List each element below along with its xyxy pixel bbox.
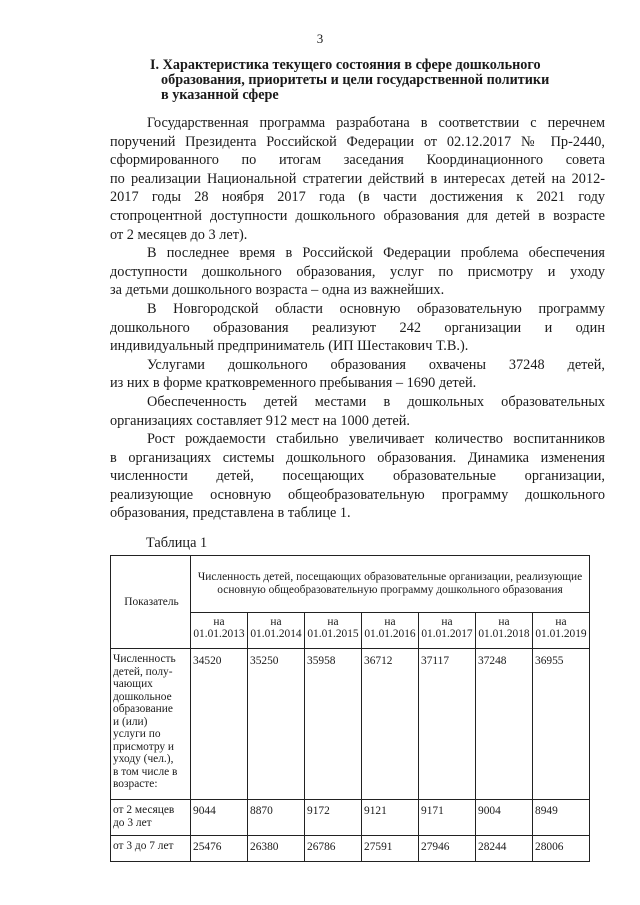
table-cell: 35958 xyxy=(305,649,362,800)
row-label-line: услуги по xyxy=(113,728,161,740)
row-label-line: уходу (чел.), xyxy=(113,753,174,765)
row-label-line: присмотру и xyxy=(113,740,174,753)
date-value: 01.01.2016 xyxy=(364,628,416,641)
date-header xyxy=(305,612,362,648)
table-cell: 37117 xyxy=(419,649,476,800)
row-label-line: от 2 месяцев xyxy=(113,804,175,816)
row-label-line: и (или) xyxy=(113,715,148,728)
table-cell: 26380 xyxy=(248,836,305,862)
table-cell: 8870 xyxy=(248,800,305,836)
date-header xyxy=(248,612,305,648)
row-label-line: до 3 лет xyxy=(113,816,152,829)
data-table xyxy=(110,555,590,862)
paragraph-line: Услугами дошкольного образования охвачены 37248 детей, xyxy=(147,356,605,373)
row-label-line: детей, полу- xyxy=(113,665,173,678)
date-header xyxy=(419,612,476,648)
row-label xyxy=(111,649,191,800)
table-row xyxy=(111,800,590,836)
table-cell: 36712 xyxy=(362,649,419,800)
table-caption: Таблица 1 xyxy=(146,535,208,551)
table-cell: 36955 xyxy=(533,649,590,800)
paragraph-line: доступности дошкольного образования, услуг по присмотру и уходу xyxy=(110,263,605,280)
row-label-line: Численность xyxy=(113,653,176,665)
date-header xyxy=(533,612,590,648)
paragraph-line: 2017 годы 28 ноября 2017 года (в части достижения к 2021 году xyxy=(110,189,605,206)
paragraph-line: от 2 месяцев до 3 лет). xyxy=(110,226,248,243)
date-header xyxy=(191,612,248,648)
table-cell: 26786 xyxy=(305,836,362,862)
table-cell: 27946 xyxy=(419,836,476,862)
paragraph-line: по реализации Национальной стратегии действий в интересах детей на 2012- xyxy=(110,170,605,187)
paragraph-line: поручений Президента Российской Федерации от 02.12.2017 № Пр-2440, xyxy=(110,133,605,150)
table-cell: 37248 xyxy=(476,649,533,800)
paragraph-line: В последнее время в Российской Федерации проблема обеспечения xyxy=(147,245,605,262)
date-value: 01.01.2018 xyxy=(478,628,530,641)
date-header xyxy=(362,612,419,648)
row-label-line: в том числе в xyxy=(113,765,178,778)
paragraph-line: дошкольного образования реализуют 242 организации и один xyxy=(110,319,605,336)
date-value: 01.01.2019 xyxy=(535,628,587,641)
date-prefix: на xyxy=(384,615,396,628)
date-value: 01.01.2015 xyxy=(307,628,359,641)
paragraph-line: численности детей, посещающих образовательные организации, xyxy=(110,468,605,485)
date-header xyxy=(476,612,533,648)
date-value: 01.01.2014 xyxy=(250,628,302,641)
section-heading xyxy=(150,58,590,103)
row-label-line: возрасте: xyxy=(113,778,158,790)
paragraph-line: реализующие основную общеобразовательную программу дошкольного xyxy=(110,486,605,503)
page-number: 3 xyxy=(316,31,324,46)
heading-line: в указанной сфере xyxy=(161,87,279,103)
paragraph-line: в организациях системы дошкольного образования. Динамика изменения xyxy=(110,449,605,466)
paragraph-line: Государственная программа разработана в соответствии с перечнем xyxy=(147,115,605,131)
row-label-line: от 3 до 7 лет xyxy=(113,840,174,852)
date-prefix: на xyxy=(213,615,225,628)
body-text xyxy=(110,114,605,523)
table-cell: 27591 xyxy=(362,836,419,862)
paragraph-line: Рост рождаемости стабильно увеличивает количество воспитанников xyxy=(147,431,605,448)
heading-line: I. Характеристика текущего состояния в сфере дошкольного xyxy=(150,57,541,73)
row-label-line: чающих xyxy=(113,678,153,690)
date-prefix: на xyxy=(498,615,510,628)
paragraph-line: из них в форме кратковременного пребывания – 1690 детей. xyxy=(110,375,477,392)
table-cell: 8949 xyxy=(533,800,590,836)
paragraph-line: организациях составляет 912 мест на 1000 детей. xyxy=(110,412,410,429)
table-row xyxy=(111,836,590,862)
row-label xyxy=(111,800,191,836)
date-prefix: на xyxy=(327,615,339,628)
heading-line: образования, приоритеты и цели государственной политики xyxy=(161,72,550,88)
date-prefix: на xyxy=(270,615,282,628)
table-cell: 35250 xyxy=(248,649,305,800)
table-cell: 9172 xyxy=(305,800,362,836)
paragraph-line: Обеспеченность детей местами в дошкольных образовательных xyxy=(147,393,605,410)
table-cell: 34520 xyxy=(191,649,248,800)
table-row xyxy=(111,649,590,800)
table-cell: 9044 xyxy=(191,800,248,836)
date-value: 01.01.2017 xyxy=(421,628,473,641)
row-label xyxy=(111,836,191,862)
date-prefix: на xyxy=(441,615,453,628)
row-label-line: дошкольное xyxy=(113,690,172,703)
paragraph-line: индивидуальный предприниматель (ИП Шестакович Т.В.). xyxy=(110,338,469,355)
row-label-line: образование xyxy=(113,703,173,715)
group-header: Численность детей, посещающих образовательные организации, реализующие основную общеобразовательную программу дошкольного образования xyxy=(191,556,590,613)
paragraph-line: В Новгородской области основную образовательную программу xyxy=(147,300,605,317)
paragraph-line: сформированного по итогам заседания Координационного совета xyxy=(110,152,605,169)
table-cell: 28006 xyxy=(533,836,590,862)
table-cell: 25476 xyxy=(191,836,248,862)
table-cell: 28244 xyxy=(476,836,533,862)
paragraph-line: за детьми дошкольного возраста – одна из важнейших. xyxy=(110,282,445,299)
table-cell: 9171 xyxy=(419,800,476,836)
table-cell: 9121 xyxy=(362,800,419,836)
date-value: 01.01.2013 xyxy=(193,628,245,641)
indicator-header: Показатель xyxy=(111,556,191,649)
paragraph-line: образования, представлена в таблице 1. xyxy=(110,505,351,522)
paragraph-line: стопроцентной доступности дошкольного образования для детей в возрасте xyxy=(110,207,605,224)
date-prefix: на xyxy=(555,615,567,628)
table-cell: 9004 xyxy=(476,800,533,836)
